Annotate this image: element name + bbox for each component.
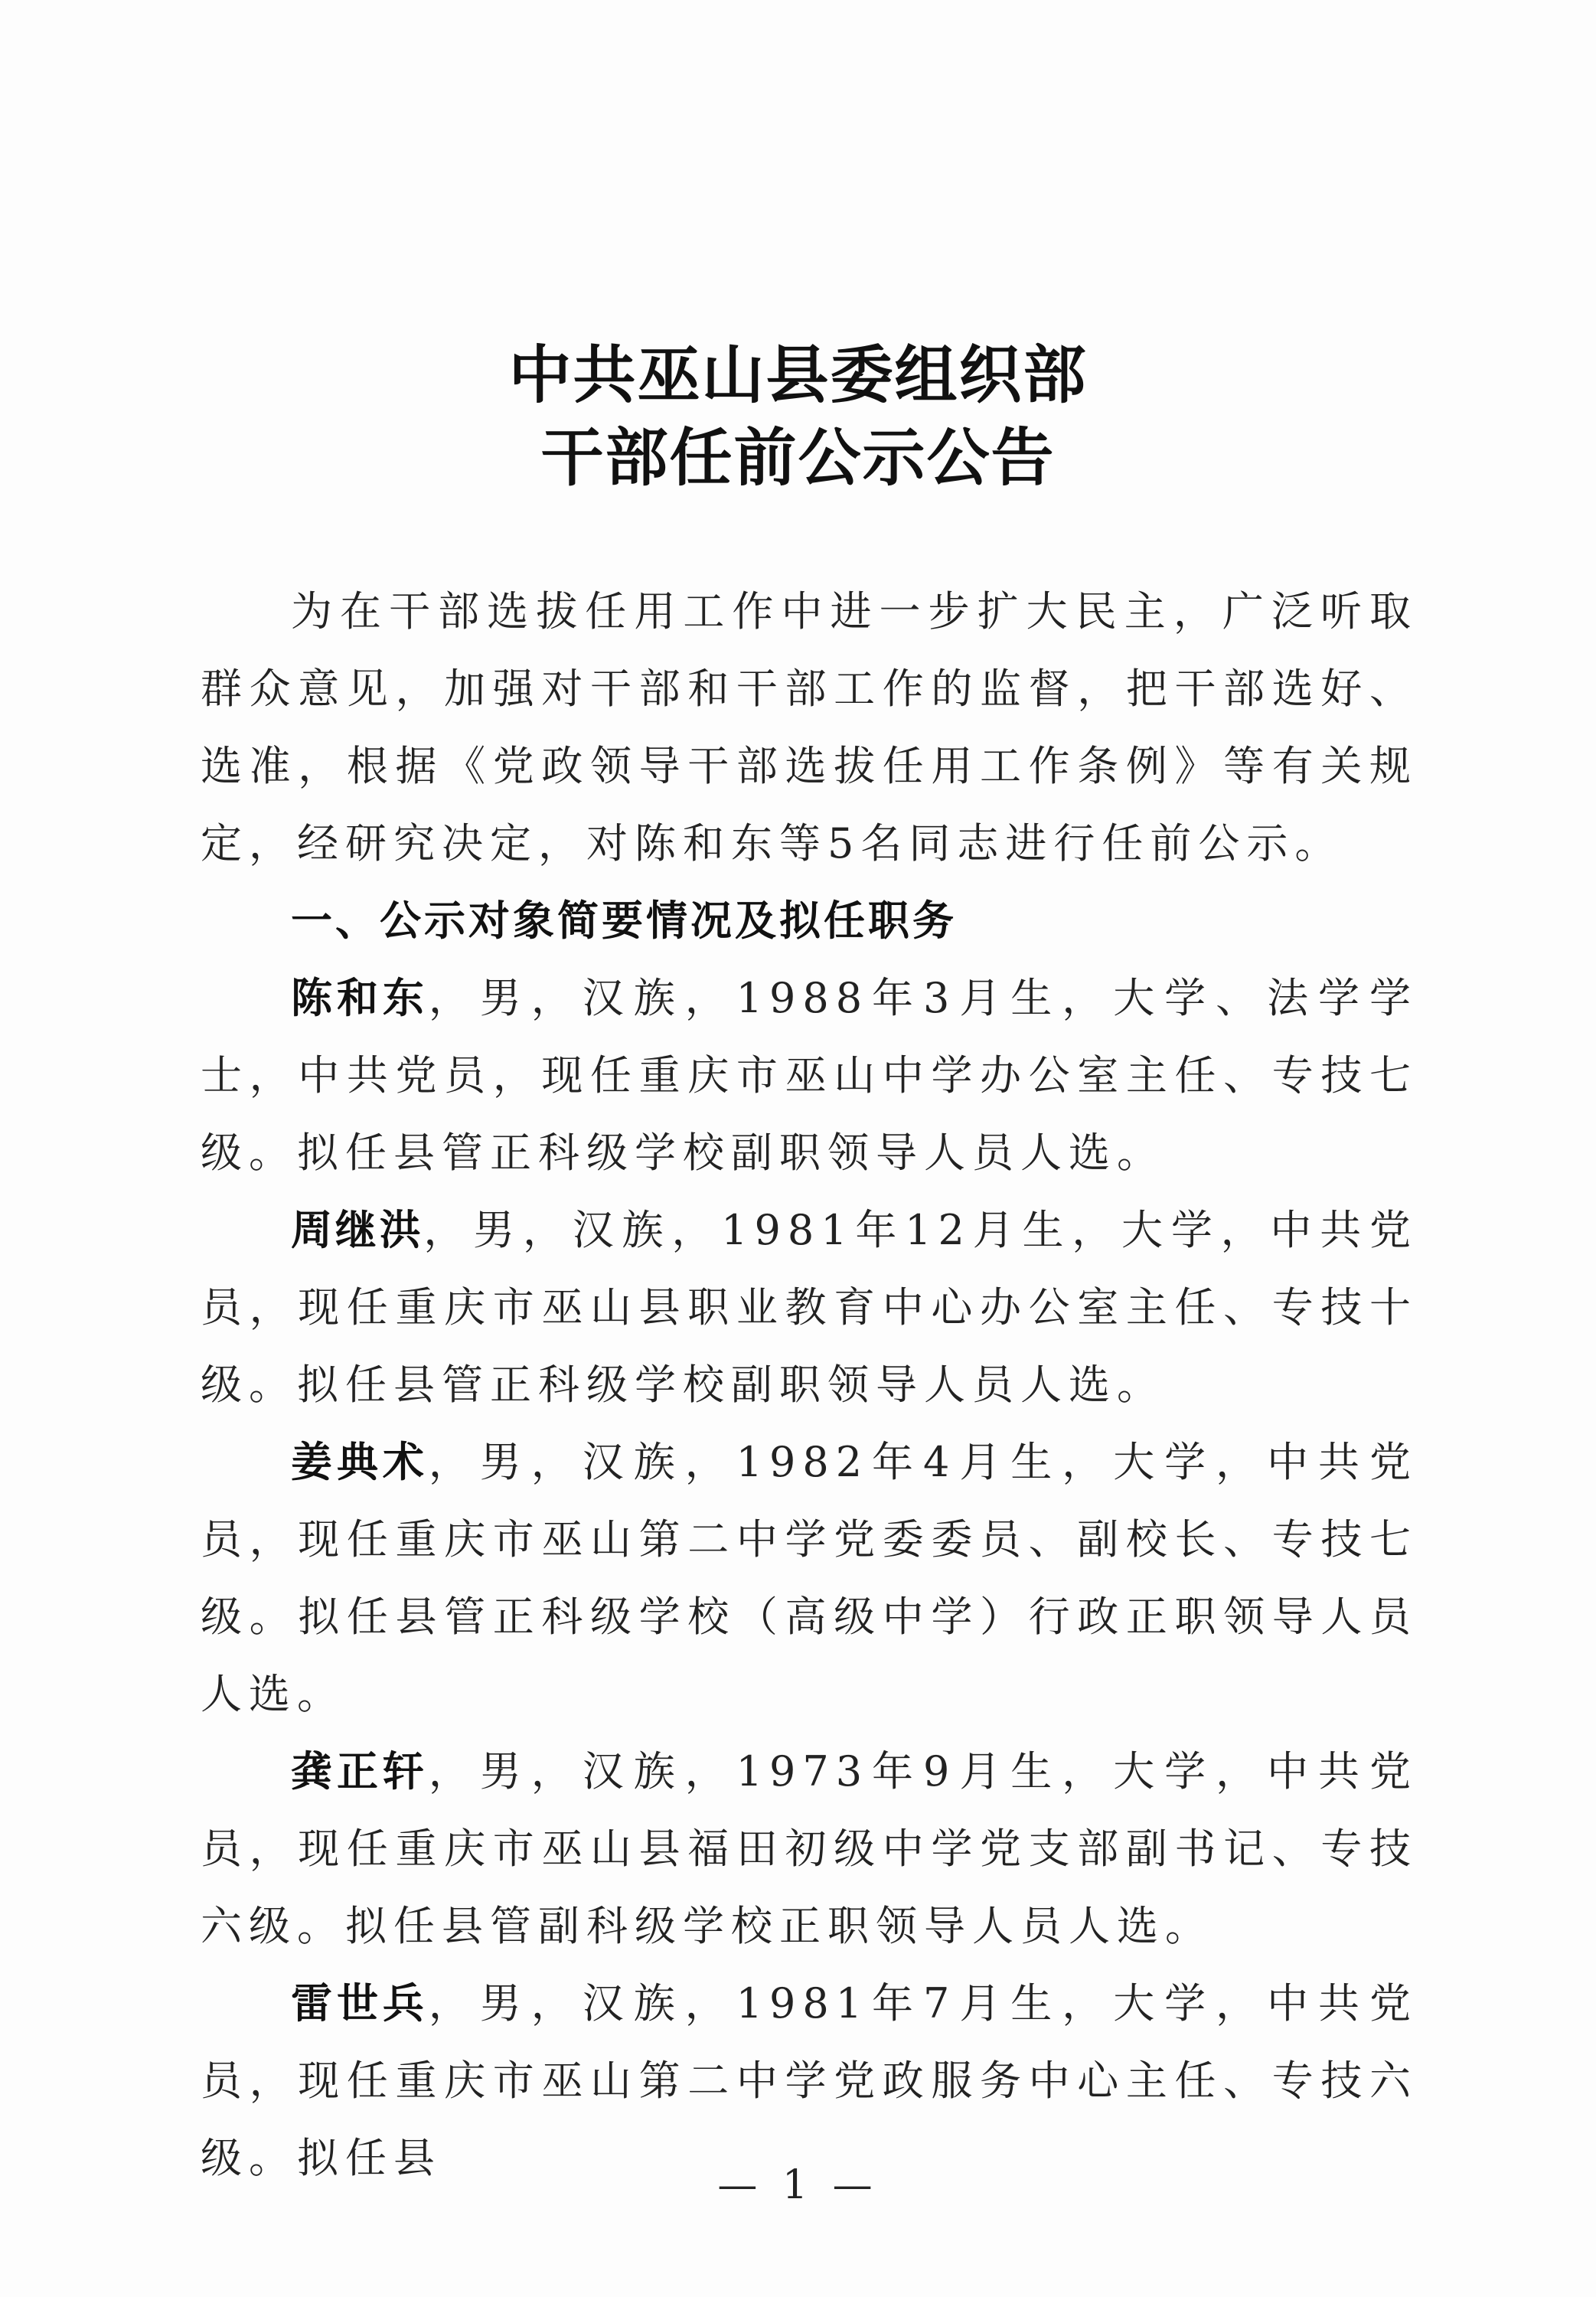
candidate-paragraph <box>201 959 1418 1191</box>
document-title-line1: 中共巫山县委组织部 <box>508 339 1088 412</box>
candidate-details: ，男，汉族，1973年9月生，大学，中共党员，现任重庆市巫山县福田初级中学党支部副书记、专技六级。拟任县管副科级学校正职领导人员人选。 <box>201 1747 1418 1950</box>
candidate-name: 周继洪 <box>291 1206 424 1254</box>
candidate-paragraph <box>201 1191 1418 1423</box>
candidate-details: ，男，汉族，1982年4月生，大学，中共党员，现任重庆市巫山第二中学党委委员、副校长、专技七级。拟任县管正科级学校（高级中学）行政正职领导人员人选。 <box>201 1438 1418 1718</box>
document-title-line2: 干部任前公示公告 <box>540 422 1056 495</box>
candidate-name: 姜典术 <box>291 1438 429 1486</box>
candidate-details: ，男，汉族，1988年3月生，大学、法学学士，中共党员，现任重庆市巫山中学办公室主任、专技七级。拟任县管正科级学校副职领导人员人选。 <box>201 974 1418 1177</box>
candidate-name: 雷世兵 <box>291 1979 429 2027</box>
document-body <box>201 573 1418 2197</box>
section-heading: 一、公示对象简要情况及拟任职务 <box>291 897 957 945</box>
candidate-paragraph <box>201 1423 1418 1733</box>
intro-paragraph: 为在干部选拔任用工作中进一步扩大民主，广泛听取群众意见，加强对干部和干部工作的监督，把干部选好、选准，根据《党政领导干部选拔任用工作条例》等有关规定，经研究决定，对陈和东等5名同志进行任前公示。 <box>201 587 1418 868</box>
candidate-paragraph <box>201 1733 1418 1965</box>
page-number: — 1 — <box>717 2162 879 2208</box>
candidate-details: ，男，汉族，1981年12月生，大学，中共党员，现任重庆市巫山县职业教育中心办公室主任、专技十级。拟任县管正科级学校副职领导人员人选。 <box>201 1206 1418 1409</box>
candidate-details: ，男，汉族，1981年7月生，大学，中共党员，现任重庆市巫山第二中学党政服务中心主任、专技六级。拟任县 <box>201 1979 1418 2182</box>
candidate-name: 陈和东 <box>291 974 429 1022</box>
candidate-name: 龚正轩 <box>291 1747 429 1795</box>
